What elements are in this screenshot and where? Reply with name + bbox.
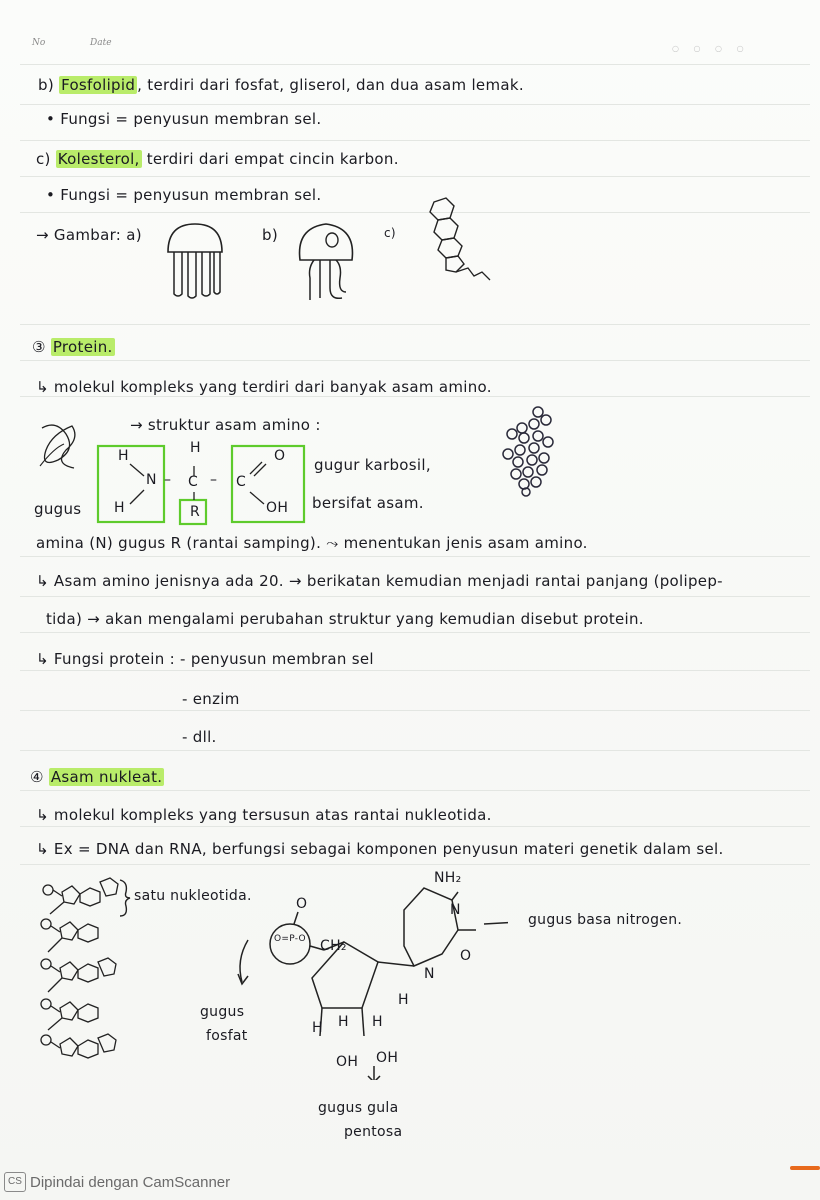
nucleotide-h4: H (372, 1014, 383, 1030)
ruled-line (20, 790, 810, 791)
ruled-line (20, 104, 810, 105)
amino-h-top: H (190, 440, 201, 456)
gugus-label: gugus (34, 500, 82, 518)
amino-n: N (146, 472, 157, 488)
ruled-line (20, 64, 810, 65)
protein-title: Protein. (52, 338, 113, 356)
nucleotide-h1: H (398, 992, 409, 1008)
cholesterol-head-drawing (294, 218, 358, 304)
amino-dash-1: – (164, 472, 172, 488)
gugur-karbosil: gugur karbosil, (314, 456, 431, 474)
nucleotide-n2: N (424, 966, 435, 982)
fungsi-enzim: - enzim (182, 690, 240, 708)
phospholipid-drawing (160, 218, 230, 302)
nucleotide-h3: H (338, 1014, 349, 1030)
fungsi-dll: - dll. (182, 728, 217, 746)
satu-nukleotida: satu nukleotida. (134, 888, 252, 904)
nucleotide-oh1: OH (336, 1054, 359, 1070)
ruled-line (20, 632, 810, 633)
fosfolipid-fungsi: • Fungsi = penyusun membran sel. (46, 110, 322, 128)
protein-number: ③ (32, 338, 46, 356)
ruled-line (20, 324, 810, 325)
nucleotide-o-top: O (296, 896, 308, 912)
ruled-line (20, 750, 810, 751)
ruled-line (20, 710, 810, 711)
nukleat-example: ↳ Ex = DNA dan RNA, berfungsi sebagai komponen penyusun materi genetik dalam sel. (36, 840, 724, 858)
dna-chain-drawing (34, 870, 124, 1080)
gambar-label: → Gambar: a) (36, 226, 142, 244)
nukleat-definition: ↳ molekul kompleks yang tersusun atas rantai nukleotida. (36, 806, 492, 824)
protein-coil-drawing (498, 402, 560, 498)
steroid-rings-drawing (416, 194, 494, 286)
fosfolipid-term: Fosfolipid (61, 76, 136, 94)
ruled-line (20, 556, 810, 557)
ruled-line (20, 212, 810, 213)
nucleotide-oh2: OH (376, 1050, 399, 1066)
amino-h-bottom: H (114, 500, 125, 516)
gugus-gula-label-1: gugus gula (318, 1100, 399, 1116)
kolesterol-rest: terdiri dari empat cincin karbon. (141, 150, 399, 168)
amino-h-left: H (118, 448, 129, 464)
fungsi-protein: ↳ Fungsi protein : - penyusun membran sel (36, 650, 374, 668)
asam-amino-line-2: tida) → akan mengalami perubahan struktur yang kemudian disebut protein. (46, 610, 644, 628)
nucleotide-nh2: NH₂ (434, 870, 462, 886)
amino-oh: OH (266, 500, 289, 516)
date-label: Date (90, 38, 112, 48)
nukleat-title: Asam nukleat. (50, 768, 163, 786)
ruled-line (20, 596, 810, 597)
gugus-basa-nitrogen: gugus basa nitrogen. (528, 912, 683, 928)
watermark-text: Dipindai dengan CamScanner (30, 1173, 231, 1191)
kolesterol-term: Kolesterol, (57, 150, 140, 168)
fosfolipid-prefix: b) (38, 76, 54, 94)
page-edge-mark (790, 1166, 820, 1170)
struktur-label: → struktur asam amino : (130, 416, 321, 434)
nucleotide-ch2: CH₂ (320, 938, 347, 954)
amino-c: C (188, 474, 199, 490)
nucleotide-structure (228, 870, 508, 1080)
ruled-line (20, 826, 810, 827)
amina-line: amina (N) gugus R (rantai samping). ⤳ menentukan jenis asam amino. (36, 534, 588, 552)
ruled-line (20, 176, 810, 177)
ruled-line (20, 140, 810, 141)
kolesterol-prefix: c) (36, 150, 51, 168)
amino-r: R (190, 504, 201, 520)
camscanner-logo-icon: CS (4, 1172, 26, 1192)
nucleotide-phosphate: O=P-O (274, 934, 306, 944)
protein-definition: ↳ molekul kompleks yang terdiri dari banyak asam amino. (36, 378, 492, 396)
kolesterol-fungsi: • Fungsi = penyusun membran sel. (46, 186, 322, 204)
amino-dash-2: – (210, 472, 218, 488)
asam-amino-line-1: ↳ Asam amino jenisnya ada 20. → berikatan kemudian menjadi rantai panjang (polipep- (36, 572, 723, 590)
nucleotide-n1: N (450, 902, 461, 918)
fosfolipid-rest: , terdiri dari fosfat, gliserol, dan dua asam lemak. (137, 76, 524, 94)
header-dots: ○ ○ ○ ○ (672, 44, 750, 53)
brace-mark (116, 878, 134, 918)
no-label: No (32, 38, 46, 48)
scanner-watermark (4, 1172, 230, 1192)
ruled-line (20, 360, 810, 361)
ruled-line (20, 670, 810, 671)
gambar-b-label: b) (262, 226, 278, 244)
protein-heading (32, 338, 115, 356)
gugus-fosfat-label-2: fosfat (206, 1028, 248, 1044)
squiggle-doodle (36, 420, 80, 472)
amino-c2: C (236, 474, 247, 490)
nukleat-heading (30, 768, 164, 786)
amino-o: O (274, 448, 286, 464)
ruled-line (20, 864, 810, 865)
nukleat-number: ④ (30, 768, 44, 786)
nucleotide-h2: H (312, 1020, 323, 1036)
kolesterol-line (36, 150, 399, 168)
nucleotide-o-ring: O (460, 948, 472, 964)
gugus-fosfat-label-1: gugus (200, 1004, 245, 1020)
gambar-c-label: c) (384, 226, 396, 240)
fosfolipid-line (38, 76, 524, 94)
bersifat-asam: bersifat asam. (312, 494, 424, 512)
gugus-gula-label-2: pentosa (344, 1124, 403, 1140)
ruled-line (20, 396, 810, 397)
